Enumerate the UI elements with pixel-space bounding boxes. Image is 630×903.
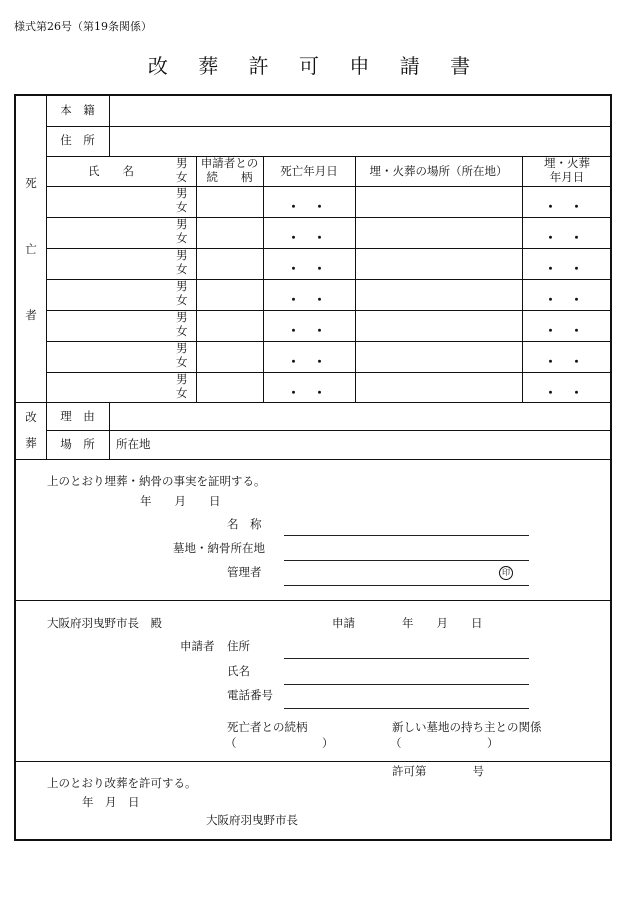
apply-label: 申請: [332, 616, 355, 630]
deceased-label-3: 者: [25, 308, 37, 322]
death-date-dots: ・ ・: [287, 200, 327, 215]
sex-header-male: 男: [176, 156, 188, 170]
applicant-address-label: 住所: [227, 639, 250, 653]
death-date-dots: ・ ・: [287, 386, 327, 401]
burial-date-dots: ・ ・: [544, 262, 584, 277]
cemetery-label: 墓地・納骨所在地: [173, 541, 265, 555]
death-date-dots: ・ ・: [287, 355, 327, 370]
relation-paren-open: （: [225, 736, 237, 750]
name-header: 氏 名: [88, 164, 134, 178]
sex-male: 男: [176, 248, 188, 262]
apply-date: 年 月 日: [402, 616, 483, 630]
death-date-dots: ・ ・: [287, 262, 327, 277]
application-form: [14, 94, 612, 841]
section-line: [16, 402, 612, 403]
permission-issuer: 大阪府羽曳野市長: [206, 813, 298, 827]
manager-label: 管理者: [227, 565, 262, 579]
cemetery-field-line[interactable]: [284, 560, 529, 561]
relation-header-1: 申請者との: [200, 156, 259, 170]
addressee: 大阪府羽曳野市長 殿: [47, 616, 162, 630]
relation-paren-close: ）: [322, 736, 334, 750]
section-line: [16, 459, 612, 460]
burial-date-header-1: 埋・火葬: [544, 156, 590, 170]
burial-date-dots: ・ ・: [544, 293, 584, 308]
death-date-dots: ・ ・: [287, 324, 327, 339]
row-line: [46, 279, 612, 280]
burial-place-header: 埋・火葬の場所（所在地）: [369, 164, 508, 178]
sex-female: 女: [176, 324, 188, 338]
sex-female: 女: [176, 200, 188, 214]
sex-female: 女: [176, 293, 188, 307]
permission-statement: 上のとおり改葬を許可する。: [47, 776, 197, 790]
name-field-line[interactable]: [284, 535, 529, 536]
sex-male: 男: [176, 341, 188, 355]
burial-date-dots: ・ ・: [544, 200, 584, 215]
applicant-phone-line[interactable]: [284, 708, 529, 709]
page-title: 改 葬 許 可 申 請 書: [147, 54, 483, 78]
sex-female: 女: [176, 355, 188, 369]
sex-female: 女: [176, 231, 188, 245]
certification-name-label: 名 称: [227, 517, 262, 531]
sex-female: 女: [176, 386, 188, 400]
sex-female: 女: [176, 262, 188, 276]
reason-label: 理 由: [60, 409, 95, 423]
deceased-label-1: 死: [25, 176, 37, 190]
burial-date-header-2: 年月日: [549, 170, 585, 184]
sex-male: 男: [176, 279, 188, 293]
sex-male: 男: [176, 217, 188, 231]
certification-statement: 上のとおり埋葬・納骨の事実を証明する。: [47, 474, 266, 488]
relation-header-2: 続 柄: [206, 170, 253, 184]
row-line: [46, 430, 612, 431]
section-line: [16, 600, 612, 601]
reburial-label-2: 葬: [25, 436, 37, 450]
row-line: [46, 248, 612, 249]
applicant-name-label: 氏名: [227, 664, 250, 678]
burial-date-dots: ・ ・: [544, 324, 584, 339]
row-line: [46, 310, 612, 311]
relation-label: 死亡者との続柄: [227, 720, 308, 734]
owner-paren-close: ）: [487, 736, 499, 750]
sex-male: 男: [176, 310, 188, 324]
row-line: [46, 126, 612, 127]
address-label: 住 所: [60, 133, 95, 147]
row-line: [46, 217, 612, 218]
owner-relation-label: 新しい墓地の持ち主との関係: [392, 720, 542, 734]
row-line: [46, 156, 612, 157]
burial-date-dots: ・ ・: [544, 231, 584, 246]
death-date-dots: ・ ・: [287, 293, 327, 308]
permission-date: 年 月 日: [82, 795, 140, 809]
section-line: [16, 761, 612, 762]
applicant-name-line[interactable]: [284, 684, 529, 685]
burial-date-dots: ・ ・: [544, 386, 584, 401]
place-label: 場 所: [60, 437, 95, 451]
row-line: [46, 341, 612, 342]
owner-paren-open: （: [390, 736, 402, 750]
applicant-phone-label: 電話番号: [227, 688, 273, 702]
manager-field-line[interactable]: [284, 585, 529, 586]
sex-male: 男: [176, 372, 188, 386]
death-date-dots: ・ ・: [287, 231, 327, 246]
death-date-header: 死亡年月日: [280, 164, 338, 178]
deceased-label-2: 亡: [25, 242, 37, 256]
row-line: [46, 372, 612, 373]
certification-date: 年 月 日: [140, 494, 221, 508]
honseki-label: 本 籍: [60, 103, 95, 117]
row-line: [46, 186, 612, 187]
reburial-label-1: 改: [25, 410, 37, 424]
sex-male: 男: [176, 186, 188, 200]
place-value: 所在地: [116, 437, 151, 451]
sex-header-female: 女: [176, 170, 188, 184]
applicant-label: 申請者: [180, 639, 215, 653]
form-number: 様式第26号（第19条関係）: [14, 20, 152, 33]
seal-icon: 印: [499, 566, 513, 580]
burial-date-dots: ・ ・: [544, 355, 584, 370]
applicant-address-line[interactable]: [284, 658, 529, 659]
permit-number: 許可第 号: [392, 764, 484, 778]
